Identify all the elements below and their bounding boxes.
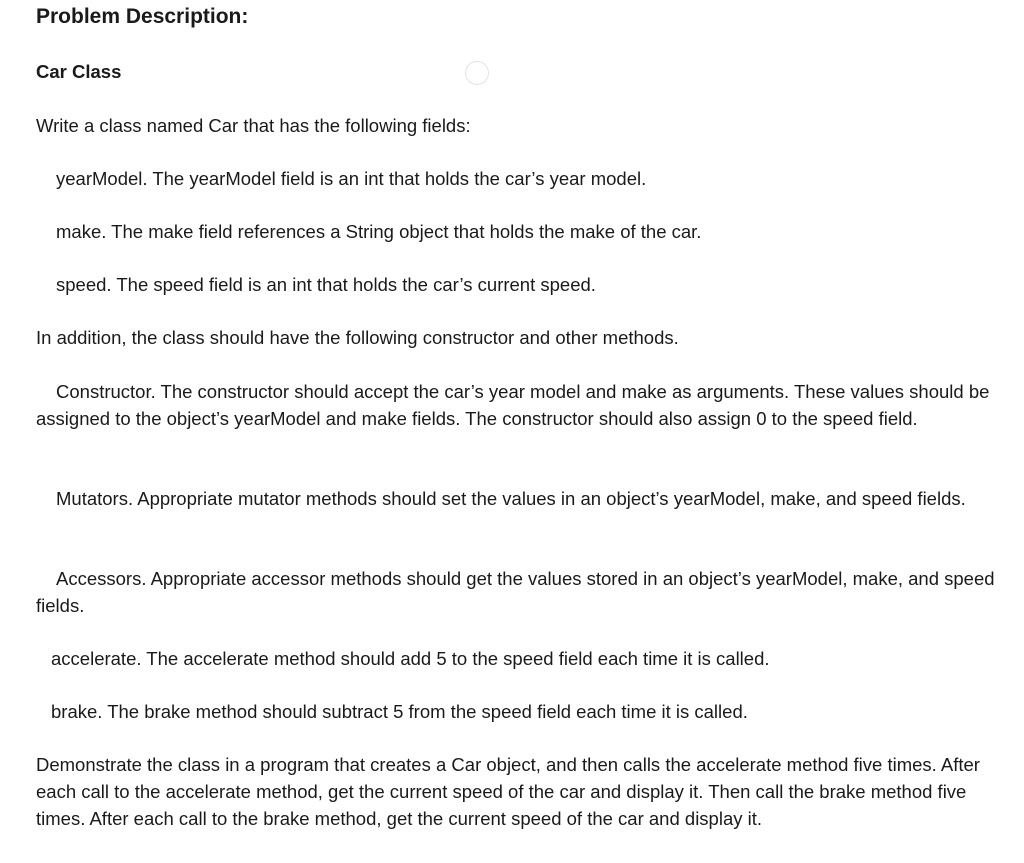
- methods-intro-paragraph: In addition, the class should have the following constructor and other methods.: [36, 327, 679, 348]
- accessors-paragraph: Accessors. Appropriate accessor methods should get the values stored in an object’s yearModel, make, and speed fields.: [36, 568, 995, 616]
- field-yearmodel: yearModel. The yearModel field is an int that holds the car’s year model.: [56, 168, 647, 189]
- brake-paragraph: brake. The brake method should subtract 5 from the speed field each time it is called.: [51, 701, 748, 722]
- page-title: Problem Description:: [36, 5, 249, 28]
- field-speed: speed. The speed field is an int that holds the car’s current speed.: [56, 274, 596, 295]
- constructor-paragraph: Constructor. The constructor should accept the car’s year model and make as arguments. These values should be assigned to the object’s yearModel and make fields. The constructor should also assign 0 to the speed field.: [36, 381, 990, 429]
- field-make: make. The make field references a String object that holds the make of the car.: [56, 221, 702, 242]
- accelerate-paragraph: accelerate. The accelerate method should add 5 to the speed field each time it is called.: [51, 648, 770, 669]
- section-heading: Car Class: [36, 61, 122, 82]
- intro-paragraph: Write a class named Car that has the following fields:: [36, 115, 471, 136]
- cursor-circle-icon: [465, 61, 489, 85]
- demo-paragraph: Demonstrate the class in a program that creates a Car object, and then calls the accelerate method five times. After each call to the accelerate method, get the current speed of the car and display it. Then call the brake method five times. After each call to the brake method, get the current speed of the car and display it.: [36, 754, 980, 829]
- mutators-paragraph: Mutators. Appropriate mutator methods should set the values in an object’s yearModel, make, and speed fields.: [56, 488, 966, 509]
